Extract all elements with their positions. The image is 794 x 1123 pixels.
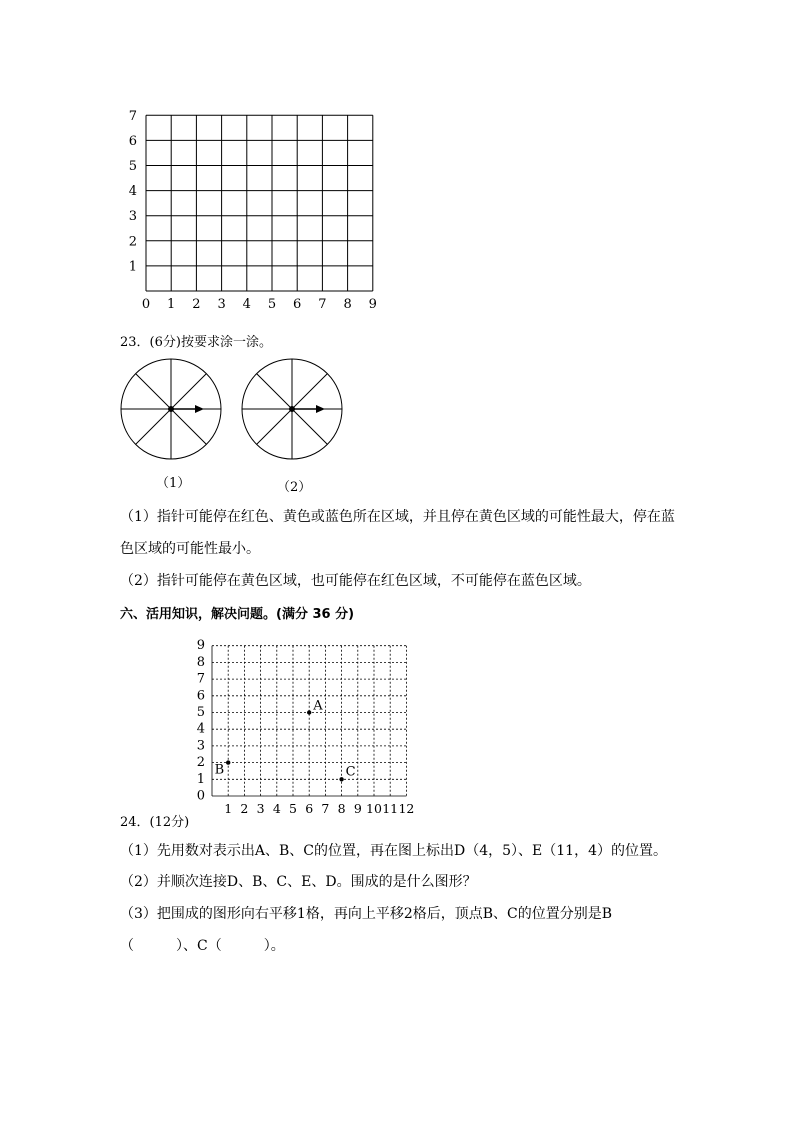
grid-2-lines (212, 646, 406, 796)
grid-1-x-tick: 8 (343, 297, 352, 312)
grid-2-y-tick: 8 (196, 654, 205, 670)
grid-1-x-tick: 3 (217, 297, 226, 312)
grid-1-y-tick: 5 (128, 159, 137, 174)
grid-2-y-tick: 3 (196, 738, 205, 754)
q24-line-3: （3）把围成的图形向右平移1格，再向上平移2格后，顶点B、C的位置分别是B (120, 906, 613, 922)
point-label-a: A (313, 698, 323, 714)
grid-2-y-tick: 2 (196, 755, 205, 771)
grid-2-x-tick-labels (224, 801, 414, 816)
grid-1-x-tick: 0 (141, 297, 151, 312)
question-24-title: 24．(12分) (120, 815, 190, 830)
q24-line-1: （1）先用数对表示出A、B、C的位置，再在图上标出D（4，5）、E（11，4）的位置。 (120, 843, 667, 859)
grid-2-y-tick: 0 (196, 788, 205, 804)
grid-2-y-tick: 4 (196, 721, 205, 737)
grid-2-x-tick: 3 (256, 801, 265, 816)
grid-2-x-tick: 12 (398, 801, 415, 816)
spinner-2 (242, 359, 342, 459)
grid-1-x-tick: 6 (293, 297, 302, 312)
pointer-arrow-icon (316, 405, 325, 413)
grid-2-x-tick: 7 (321, 801, 330, 816)
q23-line-3: （2）指针可能停在黄色区域，也可能停在红色区域，不可能停在蓝色区域。 (120, 573, 591, 589)
grid-1-x-tick: 9 (368, 297, 377, 312)
spinners (100, 350, 360, 500)
grid-1-y-tick-labels (129, 109, 137, 275)
pointer-arrow-icon (195, 405, 204, 413)
grid-1-lines (146, 115, 373, 291)
grid-1-x-tick: 4 (242, 297, 251, 312)
grid-2-x-tick: 9 (353, 801, 362, 816)
question-23-title: 23．(6分)按要求涂一涂。 (120, 335, 272, 350)
grid-2-y-tick: 9 (196, 638, 205, 654)
grid-1-x-tick: 7 (318, 297, 327, 312)
point-b (226, 760, 230, 764)
spinner-1-caption: （1） (156, 476, 191, 491)
spinner-1 (121, 359, 221, 459)
grid-1-y-tick: 3 (128, 209, 137, 225)
grid-2-points (215, 699, 356, 782)
point-label-b: B (214, 762, 225, 778)
grid-1-x-tick: 5 (267, 297, 277, 312)
q24-line-2: （2）并顺次连接D、B、C、E、D。围成的是什么图形？ (120, 874, 477, 890)
grid-2-x-tick: 4 (272, 801, 281, 816)
q23-line-1: （1）指针可能停在红色、黄色或蓝色所在区域，并且停在黄色区域的可能性最大，停在蓝 (120, 509, 675, 525)
point-c (339, 777, 343, 781)
point-a (307, 710, 311, 714)
grid-2-x-tick: 10 (366, 801, 382, 816)
q24-line-4: （ ）、C（ ）。 (120, 938, 285, 954)
coordinate-grid-1 (0, 0, 794, 330)
spinner-2-caption: （2） (277, 480, 312, 495)
grid-1-y-tick: 6 (128, 133, 137, 149)
grid-1-x-tick-labels (142, 297, 377, 312)
grid-1-y-tick: 2 (128, 234, 137, 250)
grid-2-x-tick: 6 (305, 801, 314, 816)
grid-1-y-tick: 4 (128, 184, 137, 200)
point-label-c: C (345, 764, 356, 780)
grid-2-x-tick: 8 (337, 801, 346, 816)
grid-2-y-tick: 7 (196, 671, 205, 687)
grid-2-x-tick: 5 (289, 801, 297, 816)
grid-2-x-tick: 11 (382, 801, 399, 816)
section-6-title: 六、活用知识，解决问题。(满分 36 分) (120, 607, 355, 622)
grid-2-y-tick: 5 (196, 705, 205, 720)
grid-1-y-tick: 1 (128, 259, 137, 275)
grid-1-y-tick: 7 (128, 108, 137, 124)
grid-2-y-tick-labels (197, 638, 205, 803)
grid-1-x-tick: 2 (192, 297, 201, 312)
grid-2-x-tick: 1 (224, 801, 233, 816)
grid-2-x-tick: 2 (240, 801, 249, 816)
grid-2-y-tick: 6 (196, 688, 205, 704)
q23-line-2: 色区域的可能性最小。 (120, 541, 260, 557)
grid-2-y-tick: 1 (196, 771, 205, 787)
coordinate-grid-2 (0, 630, 794, 820)
grid-1-x-tick: 1 (167, 297, 176, 312)
